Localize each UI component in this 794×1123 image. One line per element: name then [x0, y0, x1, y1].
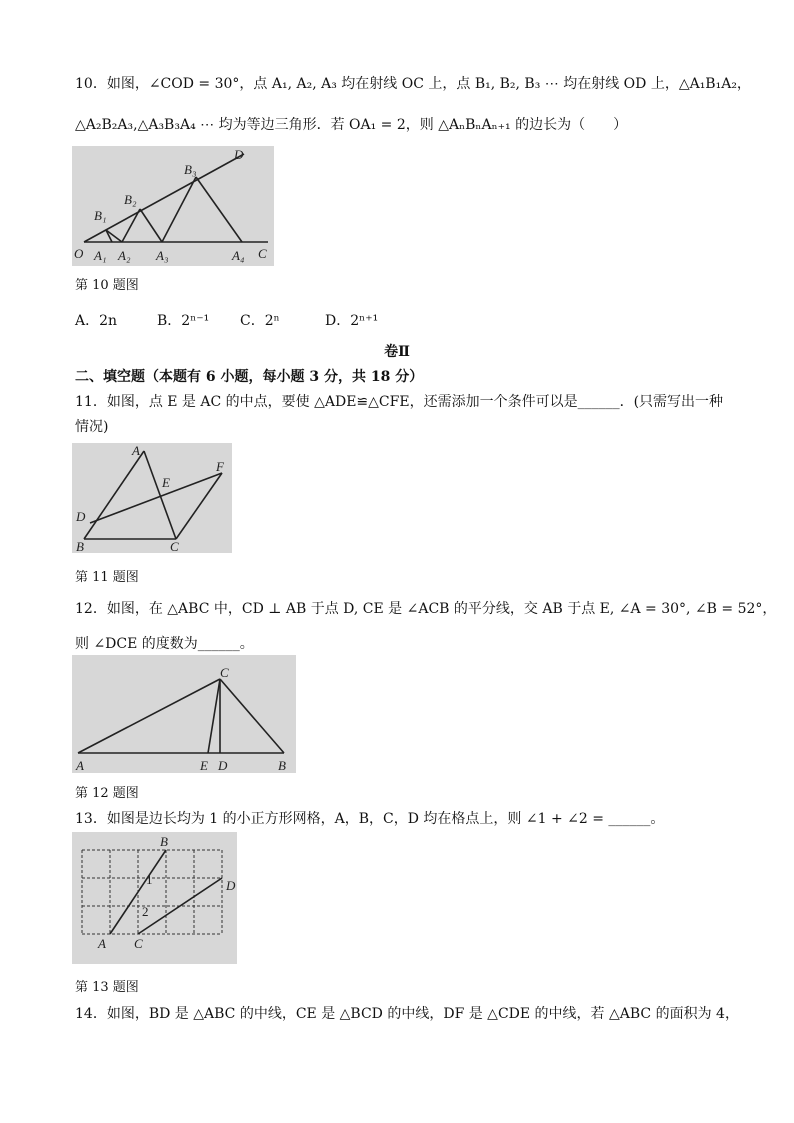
- label-A1: A₁: [94, 248, 107, 263]
- q11-text-line2: 情况): [75, 419, 109, 435]
- label-A: A: [76, 758, 84, 773]
- q14-text-line1: 14．如图，BD 是 △ABC 的中线，CE 是 △BCD 的中线，DF 是 △CDE 的中线，若 △ABC 的面积为 4，: [75, 1006, 739, 1022]
- q13-caption: 第 13 题图: [75, 980, 139, 995]
- q11-figure: [72, 443, 232, 553]
- section-title: 卷Ⅱ: [384, 344, 410, 360]
- q10-option-c[interactable]: C．2ⁿ: [240, 313, 280, 329]
- label-D: D: [234, 147, 244, 162]
- q11-text-line1: 11．如图，点 E 是 AC 的中点，要使 △ADE≌△CFE，还需添加一个条件可以是______．(只需写出一种: [75, 394, 724, 410]
- label-B1: B₁: [94, 208, 107, 223]
- label-angle-2: 2: [142, 904, 149, 919]
- q10-text-line1: 10．如图，∠COD = 30°，点 A₁, A₂, A₃ 均在射线 OC 上，点 B₁, B₂, B₃ ⋯ 均在射线 OD 上，△A₁B₁A₂，: [75, 76, 751, 92]
- q10-option-a[interactable]: A．2n: [75, 313, 118, 329]
- label-A4: A₄: [232, 248, 245, 263]
- label-C: C: [170, 539, 179, 553]
- label-B: B: [76, 539, 84, 553]
- label-angle-1: 1: [146, 872, 153, 887]
- label-A: A: [132, 443, 140, 458]
- label-D: D: [226, 878, 236, 893]
- label-A: A: [98, 936, 106, 951]
- q10-text-line2: △A₂B₂A₃,△A₃B₃A₄ ⋯ 均为等边三角形．若 OA₁ = 2，则 △AₙBₙAₙ₊₁ 的边长为（ ）: [75, 117, 628, 133]
- label-F: F: [216, 459, 224, 474]
- label-C: C: [220, 665, 229, 680]
- q10-option-d[interactable]: D．2ⁿ⁺¹: [325, 313, 379, 329]
- section-heading: 二、填空题（本题有 6 小题，每小题 3 分，共 18 分）: [75, 369, 424, 385]
- label-B2: B₂: [124, 192, 137, 207]
- label-B3: B₃: [184, 162, 197, 177]
- label-D: D: [76, 509, 86, 524]
- label-B: B: [160, 834, 168, 849]
- q13-figure: [72, 832, 237, 964]
- label-E: E: [162, 475, 170, 490]
- q12-caption: 第 12 题图: [75, 786, 139, 801]
- label-A2: A₂: [118, 248, 131, 263]
- q11-caption: 第 11 题图: [75, 570, 139, 585]
- q10-option-b[interactable]: B．2ⁿ⁻¹: [157, 313, 210, 329]
- label-C: C: [258, 246, 267, 261]
- q10-caption: 第 10 题图: [75, 278, 139, 293]
- label-E: E: [200, 758, 208, 773]
- q10-figure: [72, 146, 274, 266]
- label-B: B: [278, 758, 286, 773]
- label-C: C: [134, 936, 143, 951]
- q12-text-line1: 12．如图，在 △ABC 中，CD ⊥ AB 于点 D, CE 是 ∠ACB 的平分线，交 AB 于点 E, ∠A = 30°, ∠B = 52°，: [75, 601, 777, 617]
- q12-figure: [72, 655, 296, 773]
- q13-text-line1: 13．如图是边长均为 1 的小正方形网格，A，B，C，D 均在格点上，则 ∠1 + ∠2 = ______。: [75, 811, 665, 827]
- label-D: D: [218, 758, 228, 773]
- label-A3: A₃: [156, 248, 169, 263]
- q12-text-line2: 则 ∠DCE 的度数为______。: [75, 636, 254, 652]
- label-O: O: [74, 246, 84, 261]
